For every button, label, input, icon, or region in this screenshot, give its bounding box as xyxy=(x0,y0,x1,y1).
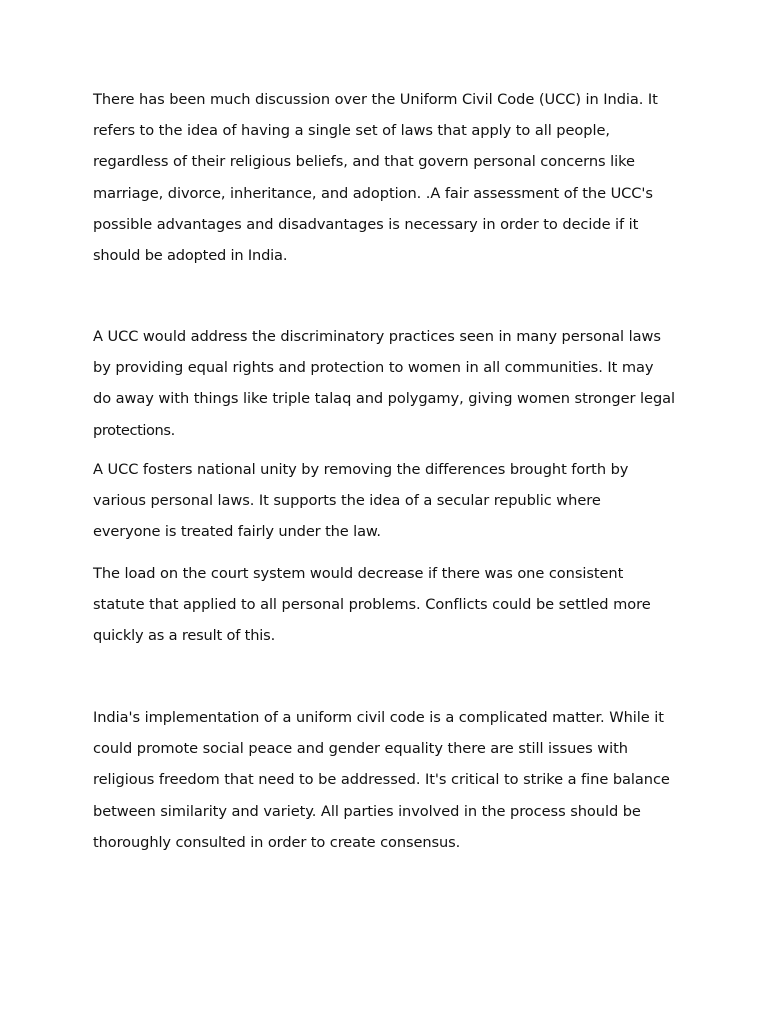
text-line: everyone is treated fairly under the law. xyxy=(93,523,381,541)
paragraph-gender-equality xyxy=(93,321,693,446)
text-line: religious freedom that need to be addressed. It's critical to strike a fine balance xyxy=(93,771,670,789)
text-line: do away with things like triple talaq and polygamy, giving women stronger legal xyxy=(93,390,676,408)
text-line: possible advantages and disadvantages is necessary in order to decide if it xyxy=(93,215,639,233)
text-line: A UCC would address the discriminatory practices seen in many personal laws xyxy=(93,328,661,345)
paragraph-introduction xyxy=(93,84,693,271)
text-line: marriage, divorce, inheritance, and adoption. .A fair assessment of the UCC's xyxy=(93,184,653,202)
text-line: between similarity and variety. All parties involved in the process should be xyxy=(93,802,641,820)
text-line: There has been much discussion over the Uniform Civil Code (UCC) in India. It xyxy=(93,91,658,108)
paragraph-national-unity xyxy=(93,454,693,548)
text-line: statute that applied to all personal problems. Conflicts could be settled more xyxy=(93,596,651,614)
text-line: should be adopted in India. xyxy=(93,246,288,264)
text-line: quickly as a result of this. xyxy=(93,627,276,645)
text-line: The load on the court system would decrease if there was one consistent xyxy=(93,565,624,582)
text-line: by providing equal rights and protection to women in all communities. It may xyxy=(93,359,654,377)
text-line: refers to the idea of having a single set of laws that apply to all people, xyxy=(93,122,610,140)
text-line: A UCC fosters national unity by removing the differences brought forth by xyxy=(93,461,629,478)
text-line: could promote social peace and gender equality there are still issues with xyxy=(93,740,628,758)
text-line: regardless of their religious beliefs, and that govern personal concerns like xyxy=(93,153,635,171)
paragraph-conclusion xyxy=(93,702,693,858)
paragraph-court-load xyxy=(93,558,693,652)
text-line: India's implementation of a uniform civil code is a complicated matter. While it xyxy=(93,709,664,726)
text-line: thoroughly consulted in order to create consensus. xyxy=(93,833,461,851)
text-line: protections. xyxy=(93,421,175,439)
text-line: various personal laws. It supports the idea of a secular republic where xyxy=(93,492,601,510)
